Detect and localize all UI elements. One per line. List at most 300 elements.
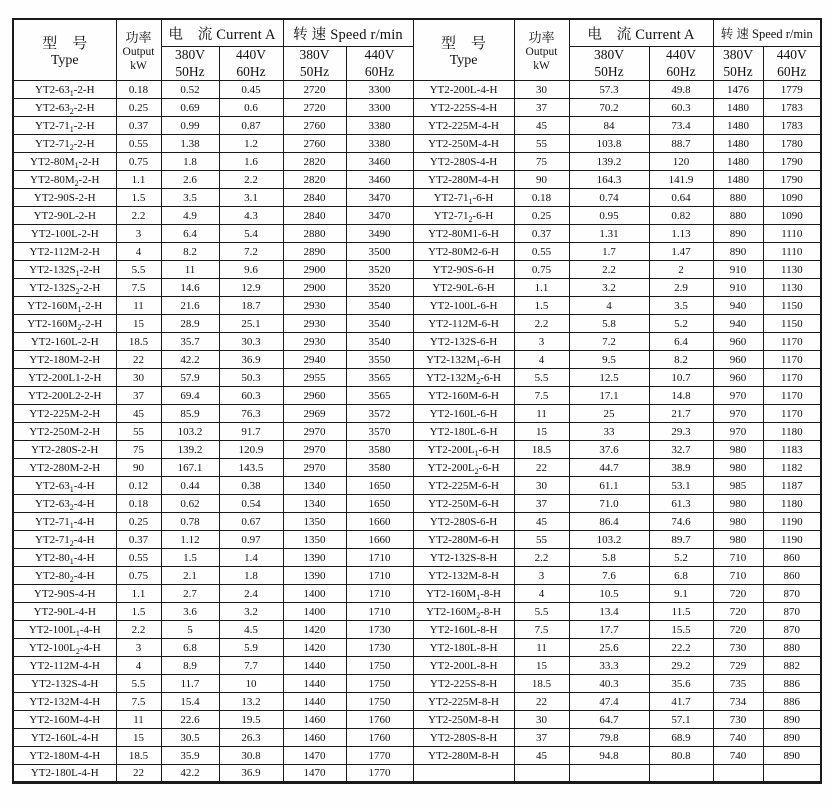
- type-cell: YT2-132M-8-H: [413, 567, 514, 585]
- current-440v-cell: 38.9: [649, 459, 713, 477]
- speed-440v-cell: 1660: [346, 531, 413, 549]
- type-cell: YT2-250M-8-H: [413, 711, 514, 729]
- current-440v-cell: 1.13: [649, 225, 713, 243]
- current-380v-cell: 167.1: [161, 459, 219, 477]
- current-380v-cell: 25: [569, 405, 649, 423]
- current-440v-cell: 74.6: [649, 513, 713, 531]
- speed-440v-cell: 1710: [346, 567, 413, 585]
- current-380v-cell: 1.12: [161, 531, 219, 549]
- type-cell: $YT2-160M_1-8-H$: [413, 585, 514, 603]
- table-row: [13, 675, 821, 693]
- type-label-en: Type: [449, 52, 478, 68]
- current-380v-cell: 5: [161, 621, 219, 639]
- current-380v-cell: 2.1: [161, 567, 219, 585]
- current-380v-cell: 42.2: [161, 765, 219, 783]
- current-440v-cell: 32.7: [649, 441, 713, 459]
- speed-380v-cell: 2820: [283, 153, 346, 171]
- speed-380v-cell: 970: [713, 387, 763, 405]
- current-380v-cell: 0.95: [569, 207, 649, 225]
- speed-380v-cell: 1476: [713, 81, 763, 99]
- subheader-current-440v-left: [219, 47, 283, 81]
- current-440v-cell: 15.5: [649, 621, 713, 639]
- type-cell: YT2-132M-4-H: [13, 693, 116, 711]
- current-440v-cell: 141.9: [649, 171, 713, 189]
- type-cell: YT2-280S-2-H: [13, 441, 116, 459]
- speed-380v-cell: 1480: [713, 135, 763, 153]
- speed-440v-cell: 1170: [763, 387, 821, 405]
- output-kw-cell: 4: [514, 585, 569, 603]
- current-380v-cell: 35.9: [161, 747, 219, 765]
- type-cell: $YT2-71_2-4-H$: [13, 531, 116, 549]
- output-kw-cell: 45: [514, 513, 569, 531]
- type-cell: YT2-90L-6-H: [413, 279, 514, 297]
- output-kw-cell: 2.2: [514, 315, 569, 333]
- speed-380v-cell: 2840: [283, 189, 346, 207]
- table-row: [13, 441, 821, 459]
- speed-440v-cell: 870: [763, 585, 821, 603]
- current-440v-cell: 19.5: [219, 711, 283, 729]
- current-440v-cell: 68.9: [649, 729, 713, 747]
- current-440v-cell: 88.7: [649, 135, 713, 153]
- output-kw-cell: 45: [116, 405, 161, 423]
- power-unit-label: kW: [130, 59, 147, 72]
- type-cell: YT2-80M1-6-H: [413, 225, 514, 243]
- current-440v-cell: 18.7: [219, 297, 283, 315]
- table-row: [13, 81, 821, 99]
- current-440v-cell: 1.4: [219, 549, 283, 567]
- speed-380v-cell: 1390: [283, 549, 346, 567]
- current-380v-cell: 0.99: [161, 117, 219, 135]
- speed-380v-cell: 1350: [283, 513, 346, 531]
- output-kw-cell: 18.5: [116, 333, 161, 351]
- current-440v-cell: 61.3: [649, 495, 713, 513]
- speed-440v-cell: 860: [763, 567, 821, 585]
- current-380v-cell: 71.0: [569, 495, 649, 513]
- speed-380v-cell: 1440: [283, 693, 346, 711]
- current-380v-cell: 25.6: [569, 639, 649, 657]
- power-label-cn: 功率: [125, 30, 152, 46]
- speed-380v-cell: 1460: [283, 711, 346, 729]
- output-kw-cell: 22: [514, 459, 569, 477]
- current-440v-cell: 22.2: [649, 639, 713, 657]
- output-kw-cell: 11: [514, 639, 569, 657]
- table-row: [13, 729, 821, 747]
- speed-380v-cell: 890: [713, 225, 763, 243]
- speed-440v-cell: 1090: [763, 189, 821, 207]
- type-cell: $YT2-63_1-4-H$: [13, 477, 116, 495]
- speed-380v-cell: 890: [713, 243, 763, 261]
- voltage-label: 440V: [364, 47, 395, 63]
- speed-440v-cell: 1150: [763, 315, 821, 333]
- output-kw-cell: 4: [116, 243, 161, 261]
- speed-380v-cell: 1480: [713, 99, 763, 117]
- type-cell: $YT2-132S_2-2-H$: [13, 279, 116, 297]
- current-380v-cell: 139.2: [161, 441, 219, 459]
- speed-440v-cell: 1182: [763, 459, 821, 477]
- current-440v-cell: 1.47: [649, 243, 713, 261]
- col-header-power-right: [514, 19, 569, 81]
- output-kw-cell: 18.5: [514, 441, 569, 459]
- speed-440v-cell: 1130: [763, 279, 821, 297]
- current-440v-cell: 0.67: [219, 513, 283, 531]
- output-kw-cell: 0.75: [514, 261, 569, 279]
- motor-spec-table: [12, 18, 822, 784]
- output-kw-cell: 75: [116, 441, 161, 459]
- speed-440v-cell: 1770: [346, 765, 413, 783]
- current-440v-cell: 57.1: [649, 711, 713, 729]
- speed-440v-cell: 3580: [346, 441, 413, 459]
- speed-440v-cell: 3300: [346, 99, 413, 117]
- speed-440v-cell: 3520: [346, 261, 413, 279]
- speed-440v-cell: 1650: [346, 495, 413, 513]
- current-440v-cell: 1.2: [219, 135, 283, 153]
- speed-440v-cell: 1110: [763, 243, 821, 261]
- type-cell: YT2-200L2-2-H: [13, 387, 116, 405]
- current-440v-cell: 50.3: [219, 369, 283, 387]
- table-row: [13, 477, 821, 495]
- current-380v-cell: 28.9: [161, 315, 219, 333]
- voltage-label: 380V: [299, 47, 330, 63]
- current-440v-cell: 143.5: [219, 459, 283, 477]
- current-380v-cell: 69.4: [161, 387, 219, 405]
- current-380v-cell: 33: [569, 423, 649, 441]
- table-row: [13, 747, 821, 765]
- current-440v-cell: 29.2: [649, 657, 713, 675]
- output-kw-cell: 37: [514, 99, 569, 117]
- output-kw-cell: 30: [514, 81, 569, 99]
- voltage-label: 380V: [723, 47, 754, 63]
- speed-440v-cell: 3460: [346, 153, 413, 171]
- speed-380v-cell: [713, 765, 763, 783]
- output-kw-cell: 0.55: [514, 243, 569, 261]
- speed-440v-cell: 1750: [346, 657, 413, 675]
- speed-440v-cell: 3380: [346, 135, 413, 153]
- output-kw-cell: 15: [514, 423, 569, 441]
- frequency-label: 60Hz: [666, 63, 696, 79]
- speed-440v-cell: 3580: [346, 459, 413, 477]
- current-440v-cell: 36.9: [219, 351, 283, 369]
- speed-380v-cell: 940: [713, 297, 763, 315]
- speed-440v-cell: 3540: [346, 297, 413, 315]
- type-cell: YT2-280S-4-H: [413, 153, 514, 171]
- subheader-speed-380v-left: [283, 47, 346, 81]
- current-380v-cell: 0.44: [161, 477, 219, 495]
- speed-440v-cell: 3470: [346, 207, 413, 225]
- current-440v-cell: 120: [649, 153, 713, 171]
- current-440v-cell: 25.1: [219, 315, 283, 333]
- speed-440v-cell: 3540: [346, 333, 413, 351]
- current-380v-cell: 2.2: [569, 261, 649, 279]
- speed-380v-cell: 940: [713, 315, 763, 333]
- speed-440v-cell: 1170: [763, 405, 821, 423]
- current-380v-cell: 9.5: [569, 351, 649, 369]
- table-row: [13, 639, 821, 657]
- output-kw-cell: 0.75: [116, 153, 161, 171]
- output-kw-cell: 1.1: [116, 585, 161, 603]
- current-380v-cell: 2.6: [161, 171, 219, 189]
- output-kw-cell: 1.1: [514, 279, 569, 297]
- frequency-label: 50Hz: [723, 63, 753, 79]
- table-row: [13, 297, 821, 315]
- type-cell: YT2-160L-4-H: [13, 729, 116, 747]
- type-cell: $YT2-100L_2-4-H$: [13, 639, 116, 657]
- type-cell: $YT2-63_2-4-H$: [13, 495, 116, 513]
- speed-440v-cell: 1150: [763, 297, 821, 315]
- output-kw-cell: 30: [116, 369, 161, 387]
- current-380v-cell: 64.7: [569, 711, 649, 729]
- current-440v-cell: 0.64: [649, 189, 713, 207]
- output-kw-cell: 7.5: [116, 693, 161, 711]
- speed-380v-cell: 985: [713, 477, 763, 495]
- speed-380v-cell: 734: [713, 693, 763, 711]
- output-kw-cell: 0.25: [514, 207, 569, 225]
- speed-380v-cell: 720: [713, 585, 763, 603]
- col-header-type-right: [413, 19, 514, 81]
- current-440v-cell: 10: [219, 675, 283, 693]
- output-kw-cell: 22: [116, 765, 161, 783]
- output-kw-cell: [514, 765, 569, 783]
- speed-440v-cell: 1130: [763, 261, 821, 279]
- current-380v-cell: [569, 765, 649, 783]
- type-cell: $YT2-200L_2-6-H$: [413, 459, 514, 477]
- current-440v-cell: 8.2: [649, 351, 713, 369]
- speed-440v-cell: 1090: [763, 207, 821, 225]
- output-kw-cell: 3: [514, 333, 569, 351]
- current-440v-cell: 2: [649, 261, 713, 279]
- speed-440v-cell: 1110: [763, 225, 821, 243]
- speed-440v-cell: 1187: [763, 477, 821, 495]
- speed-380v-cell: 2760: [283, 135, 346, 153]
- frequency-label: 60Hz: [364, 63, 395, 79]
- output-kw-cell: 1.5: [116, 189, 161, 207]
- current-380v-cell: 3.5: [161, 189, 219, 207]
- speed-380v-cell: 880: [713, 189, 763, 207]
- speed-380v-cell: 2969: [283, 405, 346, 423]
- speed-380v-cell: 730: [713, 711, 763, 729]
- output-kw-cell: 4: [514, 351, 569, 369]
- type-cell: $YT2-132M_2-6-H$: [413, 369, 514, 387]
- output-kw-cell: 90: [116, 459, 161, 477]
- output-kw-cell: 1.5: [514, 297, 569, 315]
- output-kw-cell: 7.5: [116, 279, 161, 297]
- current-380v-cell: 0.74: [569, 189, 649, 207]
- type-cell: YT2-132S-8-H: [413, 549, 514, 567]
- current-440v-cell: 13.2: [219, 693, 283, 711]
- table-row: [13, 495, 821, 513]
- speed-440v-cell: 3565: [346, 369, 413, 387]
- type-label-en: Type: [50, 52, 79, 68]
- current-380v-cell: 17.1: [569, 387, 649, 405]
- speed-440v-cell: 1730: [346, 621, 413, 639]
- table-row: [13, 459, 821, 477]
- type-cell: YT2-280S-6-H: [413, 513, 514, 531]
- speed-440v-cell: 880: [763, 639, 821, 657]
- speed-380v-cell: 1350: [283, 531, 346, 549]
- type-cell: YT2-112M-2-H: [13, 243, 116, 261]
- speed-380v-cell: 1340: [283, 477, 346, 495]
- current-380v-cell: 33.3: [569, 657, 649, 675]
- current-380v-cell: 11: [161, 261, 219, 279]
- current-380v-cell: 4: [569, 297, 649, 315]
- type-cell: $YT2-80_2-4-H$: [13, 567, 116, 585]
- current-380v-cell: 85.9: [161, 405, 219, 423]
- speed-380v-cell: 910: [713, 279, 763, 297]
- speed-380v-cell: 720: [713, 621, 763, 639]
- current-440v-cell: 5.2: [649, 315, 713, 333]
- output-kw-cell: 5.5: [514, 369, 569, 387]
- speed-440v-cell: 860: [763, 549, 821, 567]
- output-kw-cell: 15: [514, 657, 569, 675]
- output-kw-cell: 55: [514, 531, 569, 549]
- current-380v-cell: 7.6: [569, 567, 649, 585]
- current-380v-cell: 3.2: [569, 279, 649, 297]
- current-380v-cell: 17.7: [569, 621, 649, 639]
- type-cell: YT2-90S-4-H: [13, 585, 116, 603]
- type-cell: $YT2-132M_1-6-H$: [413, 351, 514, 369]
- current-440v-cell: 35.6: [649, 675, 713, 693]
- type-cell: YT2-280S-8-H: [413, 729, 514, 747]
- output-kw-cell: 2.2: [116, 621, 161, 639]
- speed-440v-cell: 886: [763, 675, 821, 693]
- type-cell: YT2-112M-6-H: [413, 315, 514, 333]
- col-header-power-left: [116, 19, 161, 81]
- speed-380v-cell: 2930: [283, 297, 346, 315]
- speed-440v-cell: 1190: [763, 513, 821, 531]
- speed-440v-cell: 890: [763, 711, 821, 729]
- type-cell: YT2-180L-6-H: [413, 423, 514, 441]
- output-kw-cell: 15: [116, 315, 161, 333]
- table-row: [13, 99, 821, 117]
- speed-380v-cell: 735: [713, 675, 763, 693]
- output-kw-cell: 5.5: [514, 603, 569, 621]
- table-row: [13, 261, 821, 279]
- output-kw-cell: 37: [514, 729, 569, 747]
- speed-440v-cell: 1170: [763, 351, 821, 369]
- current-440v-cell: 36.9: [219, 765, 283, 783]
- speed-440v-cell: 3490: [346, 225, 413, 243]
- speed-380v-cell: 980: [713, 513, 763, 531]
- subheader-current-380v-right: [569, 47, 649, 81]
- table-row: [13, 711, 821, 729]
- type-cell: YT2-80M2-6-H: [413, 243, 514, 261]
- speed-380v-cell: 2820: [283, 171, 346, 189]
- current-440v-cell: 6.8: [649, 567, 713, 585]
- table-row: [13, 513, 821, 531]
- speed-440v-cell: 1180: [763, 495, 821, 513]
- speed-380v-cell: 910: [713, 261, 763, 279]
- power-label-cn: 功率: [528, 30, 555, 46]
- type-cell: YT2-200L1-2-H: [13, 369, 116, 387]
- speed-380v-cell: 1480: [713, 117, 763, 135]
- speed-440v-cell: 1760: [346, 711, 413, 729]
- speed-440v-cell: 1780: [763, 135, 821, 153]
- speed-380v-cell: 1460: [283, 729, 346, 747]
- output-kw-cell: 1.5: [116, 603, 161, 621]
- speed-380v-cell: 740: [713, 729, 763, 747]
- current-380v-cell: 6.4: [161, 225, 219, 243]
- type-cell: YT2-180L-4-H: [13, 765, 116, 783]
- speed-380v-cell: 2940: [283, 351, 346, 369]
- type-cell: YT2-100L-6-H: [413, 297, 514, 315]
- type-cell: YT2-160L-6-H: [413, 405, 514, 423]
- current-440v-cell: 76.3: [219, 405, 283, 423]
- current-380v-cell: 8.2: [161, 243, 219, 261]
- speed-380v-cell: 960: [713, 351, 763, 369]
- frequency-label: 50Hz: [299, 63, 330, 79]
- speed-440v-cell: 3520: [346, 279, 413, 297]
- speed-440v-cell: 3550: [346, 351, 413, 369]
- speed-380v-cell: 980: [713, 531, 763, 549]
- current-440v-cell: 0.54: [219, 495, 283, 513]
- output-kw-cell: 0.37: [116, 117, 161, 135]
- current-380v-cell: 6.8: [161, 639, 219, 657]
- type-cell: YT2-90L-2-H: [13, 207, 116, 225]
- power-label-en: Output: [122, 46, 155, 59]
- type-cell: $YT2-160M_2-8-H$: [413, 603, 514, 621]
- table-row: [13, 351, 821, 369]
- speed-380v-cell: 2720: [283, 81, 346, 99]
- table-row: [13, 207, 821, 225]
- current-440v-cell: 3.2: [219, 603, 283, 621]
- output-kw-cell: 0.18: [514, 189, 569, 207]
- type-cell: $YT2-71_1-4-H$: [13, 513, 116, 531]
- type-cell: YT2-180M-2-H: [13, 351, 116, 369]
- current-440v-cell: 9.1: [649, 585, 713, 603]
- current-440v-cell: 14.8: [649, 387, 713, 405]
- current-440v-cell: 5.2: [649, 549, 713, 567]
- type-cell: YT2-280M-8-H: [413, 747, 514, 765]
- speed-380v-cell: 1400: [283, 603, 346, 621]
- power-label-en: Output: [525, 46, 558, 59]
- subheader-current-380v-left: [161, 47, 219, 81]
- current-440v-cell: 6.4: [649, 333, 713, 351]
- speed-440v-cell: 1710: [346, 585, 413, 603]
- table-row: [13, 333, 821, 351]
- current-440v-cell: 5.4: [219, 225, 283, 243]
- type-cell: $YT2-80M_2-2-H$: [13, 171, 116, 189]
- subheader-speed-440v-right: [763, 47, 821, 81]
- speed-440v-cell: 3300: [346, 81, 413, 99]
- type-cell: $YT2-71_1-2-H$: [13, 117, 116, 135]
- current-380v-cell: 13.4: [569, 603, 649, 621]
- current-440v-cell: 89.7: [649, 531, 713, 549]
- output-kw-cell: 0.25: [116, 513, 161, 531]
- current-440v-cell: 53.1: [649, 477, 713, 495]
- current-380v-cell: 12.5: [569, 369, 649, 387]
- type-cell: YT2-225M-4-H: [413, 117, 514, 135]
- current-380v-cell: 139.2: [569, 153, 649, 171]
- type-cell: $YT2-71_1-6-H$: [413, 189, 514, 207]
- type-cell: YT2-160M-6-H: [413, 387, 514, 405]
- speed-380v-cell: 1480: [713, 153, 763, 171]
- current-440v-cell: 29.3: [649, 423, 713, 441]
- col-header-speed-left: 转 速 Speed r/min: [283, 19, 413, 47]
- speed-440v-cell: 870: [763, 621, 821, 639]
- current-440v-cell: 4.5: [219, 621, 283, 639]
- output-kw-cell: 0.37: [514, 225, 569, 243]
- current-440v-cell: 0.38: [219, 477, 283, 495]
- speed-440v-cell: 1183: [763, 441, 821, 459]
- output-kw-cell: 3: [116, 639, 161, 657]
- speed-380v-cell: 2900: [283, 261, 346, 279]
- current-380v-cell: 7.2: [569, 333, 649, 351]
- table-header: [13, 19, 821, 81]
- output-kw-cell: 55: [514, 135, 569, 153]
- table-row: [13, 279, 821, 297]
- current-440v-cell: 26.3: [219, 729, 283, 747]
- output-kw-cell: 7.5: [514, 387, 569, 405]
- speed-440v-cell: 1730: [346, 639, 413, 657]
